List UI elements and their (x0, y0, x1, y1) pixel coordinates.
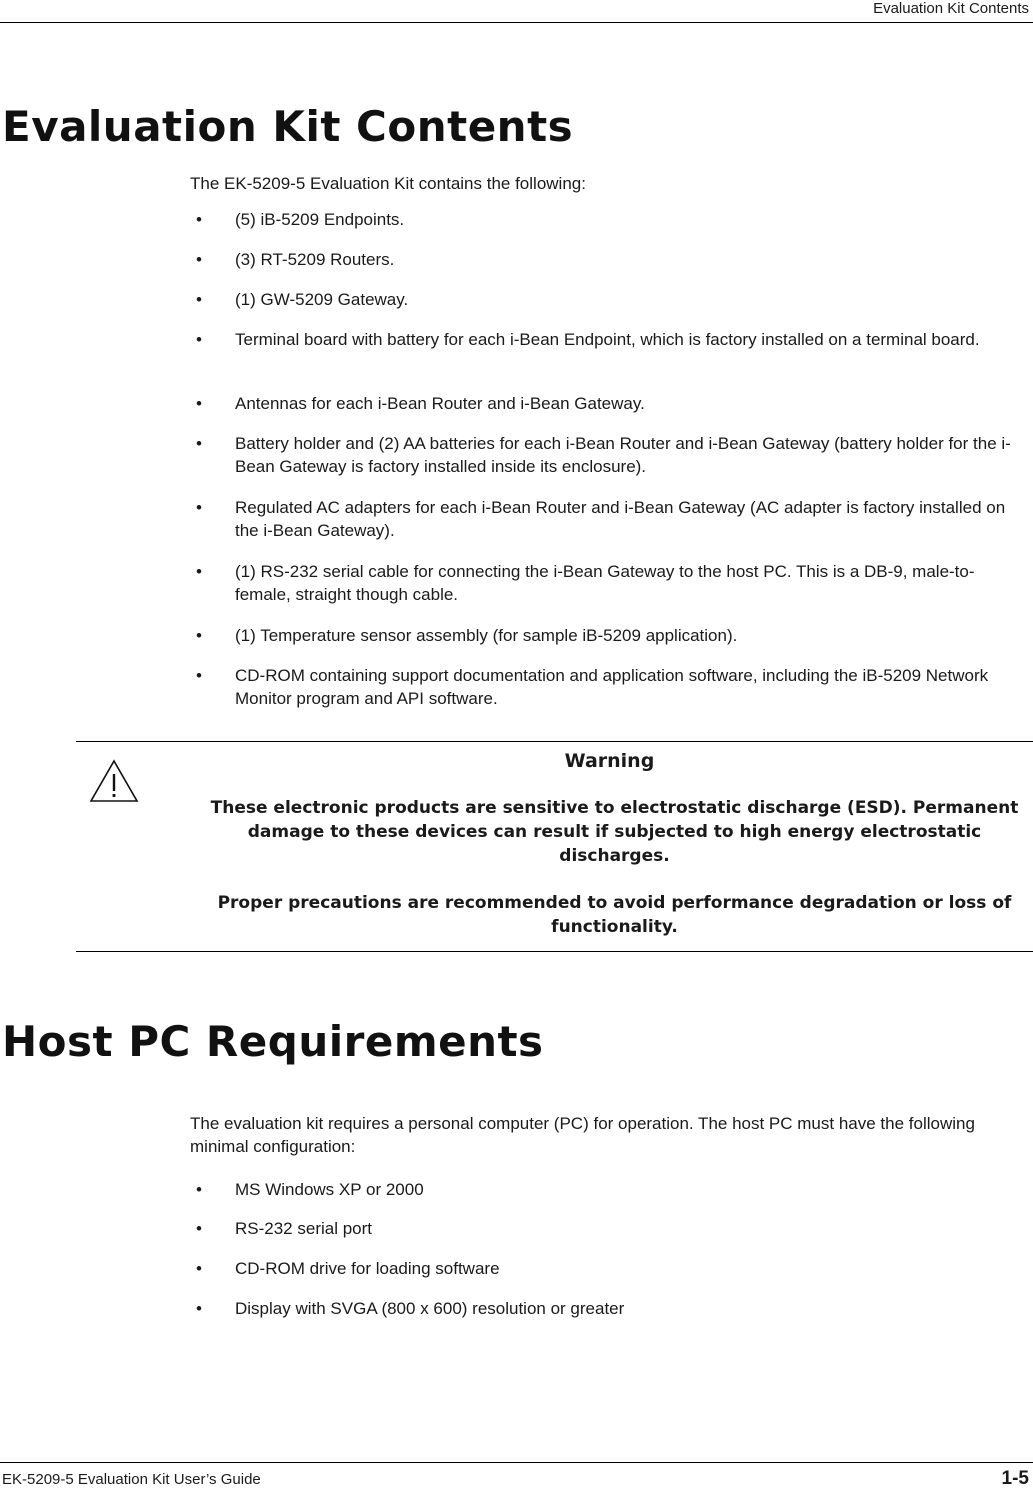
page-footer (0, 1462, 1033, 1494)
section-heading-host-pc: Host PC Requirements (2, 1017, 544, 1066)
list-item: • (1) Temperature sensor assembly (for sample iB-5209 application). (196, 626, 738, 645)
bullet-icon: • (196, 626, 202, 645)
running-header (0, 0, 1033, 23)
list-item: • (1) RS-232 serial cable for connecting the i-Bean Gateway to the host PC. This is a DB-9, male-to-female, straight though cable. (196, 562, 975, 604)
list-item: • CD-ROM drive for loading software (196, 1259, 500, 1278)
list-item: • Regulated AC adapters for each i-Bean Router and i-Bean Gateway (AC adapter is factory installed on the i-Bean Gateway). (196, 498, 1006, 540)
bullet-icon: • (196, 330, 202, 349)
warning-box (76, 741, 1033, 952)
bullet-icon: • (196, 666, 202, 685)
page-number: 1-5 (1001, 1468, 1029, 1489)
section-intro-host-pc: The evaluation kit requires a personal computer (PC) for operation. The host PC must have the following minimal configuration: (190, 1114, 975, 1156)
list-item: • (3) RT-5209 Routers. (196, 250, 395, 269)
warning-triangle-icon (88, 758, 140, 804)
warning-paragraph-esd: These electronic products are sensitive to electrostatic discharge (ESD). Permanent damage to these devices can result if subjected to high energy electrostatic discharges. (210, 798, 1019, 866)
bullet-icon: • (196, 562, 202, 581)
list-item: • RS-232 serial port (196, 1219, 373, 1238)
warning-paragraph-precautions: Proper precautions are recommended to avoid performance degradation or loss of functionality. (217, 893, 1012, 937)
warning-title: Warning (564, 750, 655, 772)
footer-guide-title: EK-5209-5 Evaluation Kit User’s Guide (2, 1471, 261, 1488)
section-intro-kit-contents: The EK-5209-5 Evaluation Kit contains the following: (190, 174, 586, 193)
list-item: • CD-ROM containing support documentation and application software, including the iB-5209 Network Monitor program and API software. (196, 666, 989, 708)
list-item: • Display with SVGA (800 x 600) resolution or greater (196, 1299, 625, 1318)
bullet-icon: • (196, 434, 202, 453)
bullet-icon: • (196, 394, 202, 413)
bullet-icon: • (196, 250, 202, 269)
list-item: • (1) GW-5209 Gateway. (196, 290, 409, 309)
bullet-icon: • (196, 290, 202, 309)
bullet-icon: • (196, 210, 202, 229)
bullet-icon: • (196, 1219, 202, 1238)
running-header-title: Evaluation Kit Contents (873, 0, 1029, 17)
section-heading-kit-contents: Evaluation Kit Contents (2, 102, 574, 151)
bullet-icon: • (196, 498, 202, 517)
list-item: • Terminal board with battery for each i-Bean Endpoint, which is factory installed on a terminal board. (196, 330, 980, 349)
bullet-icon: • (196, 1180, 202, 1199)
list-item: • Antennas for each i-Bean Router and i-Bean Gateway. (196, 394, 645, 413)
bullet-icon: • (196, 1299, 202, 1318)
list-item: • MS Windows XP or 2000 (196, 1180, 424, 1199)
bullet-icon: • (196, 1259, 202, 1278)
list-item: • (5) iB-5209 Endpoints. (196, 210, 405, 229)
list-item: • Battery holder and (2) AA batteries for each i-Bean Router and i-Bean Gateway (battery holder for the i-Bean Gateway is factory installed inside its enclosure). (196, 434, 1011, 476)
